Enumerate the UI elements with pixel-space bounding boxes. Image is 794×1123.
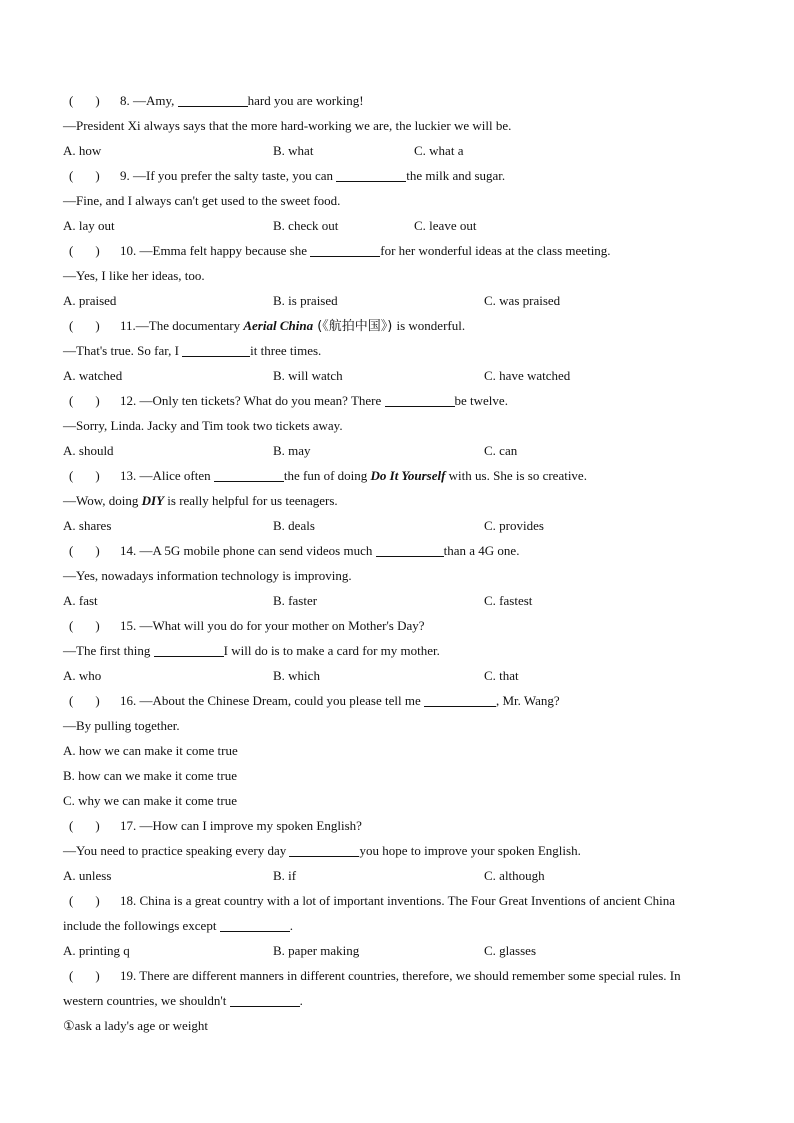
question-number: 8. bbox=[120, 93, 130, 108]
option-a[interactable]: A. lay out bbox=[63, 218, 115, 233]
question-number: 11. bbox=[120, 318, 136, 333]
option-c[interactable]: C. have watched bbox=[484, 368, 571, 383]
question-12-options bbox=[63, 438, 743, 463]
question-15-options bbox=[63, 663, 743, 688]
answer-paren[interactable]: ( ) bbox=[69, 393, 100, 408]
exam-page bbox=[63, 88, 743, 1038]
option-b[interactable]: B. which bbox=[273, 668, 320, 683]
question-18-stem: ( ) 18. China is a great country with a lot of important inventions. The Four Great Inventions of ancient China bbox=[63, 888, 743, 913]
question-13-stem: ( ) 13. —Alice often the fun of doing Do It Yourself with us. She is so creative. bbox=[63, 463, 743, 488]
option-a[interactable]: A. printing q bbox=[63, 943, 130, 958]
answer-paren[interactable]: ( ) bbox=[69, 543, 100, 558]
option-a[interactable]: A. who bbox=[63, 668, 102, 683]
option-c[interactable]: C. provides bbox=[484, 518, 544, 533]
question-number: 19. bbox=[120, 968, 137, 983]
answer-paren[interactable]: ( ) bbox=[69, 468, 100, 483]
option-c[interactable]: C. fastest bbox=[484, 593, 533, 608]
option-a[interactable]: A. should bbox=[63, 443, 114, 458]
question-12-reply: —Sorry, Linda. Jacky and Tim took two tickets away. bbox=[63, 418, 343, 433]
question-13-options bbox=[63, 513, 743, 538]
answer-blank[interactable] bbox=[376, 542, 444, 557]
question-12-stem: ( ) 12. —Only ten tickets? What do you mean? There be twelve. bbox=[63, 388, 743, 413]
question-9-options bbox=[63, 213, 743, 238]
question-11-reply: —That's true. So far, I it three times. bbox=[63, 343, 322, 358]
diy-phrase: Do It Yourself bbox=[370, 468, 446, 483]
answer-blank[interactable] bbox=[310, 242, 380, 257]
answer-paren[interactable]: ( ) bbox=[69, 618, 100, 633]
question-15-reply: —The first thing I will do is to make a card for my mother. bbox=[63, 643, 440, 658]
answer-blank[interactable] bbox=[289, 842, 359, 857]
question-8-stem: ( ) 8. —Amy, hard you are working! bbox=[63, 88, 743, 113]
option-b[interactable]: B. faster bbox=[273, 593, 318, 608]
question-8-options bbox=[63, 138, 743, 163]
option-c[interactable]: C. why we can make it come true bbox=[63, 793, 237, 808]
chinese-title: (《航拍中国》) bbox=[313, 319, 397, 334]
option-c[interactable]: C. what a bbox=[414, 143, 464, 158]
option-b[interactable]: B. if bbox=[273, 868, 297, 883]
question-11-stem: ( ) 11.—The documentary Aerial China (《航拍中国》) is wonderful. bbox=[63, 313, 743, 338]
option-b[interactable]: B. check out bbox=[273, 218, 339, 233]
answer-blank[interactable] bbox=[214, 467, 284, 482]
question-number: 14. bbox=[120, 543, 137, 558]
question-9-reply: —Fine, and I always can't get used to the sweet food. bbox=[63, 193, 341, 208]
answer-blank[interactable] bbox=[336, 167, 406, 182]
question-19-reply: western countries, we shouldn't . bbox=[63, 993, 303, 1008]
question-number: 9. bbox=[120, 168, 130, 183]
question-number: 17. bbox=[120, 818, 137, 833]
option-c[interactable]: C. glasses bbox=[484, 943, 536, 958]
option-b[interactable]: B. deals bbox=[273, 518, 315, 533]
answer-paren[interactable]: ( ) bbox=[69, 968, 100, 983]
question-14-options bbox=[63, 588, 743, 613]
question-13-reply: —Wow, doing DIY is really helpful for us teenagers. bbox=[63, 493, 338, 508]
option-a[interactable]: A. how we can make it come true bbox=[63, 743, 238, 758]
answer-paren[interactable]: ( ) bbox=[69, 243, 100, 258]
answer-paren[interactable]: ( ) bbox=[69, 168, 100, 183]
option-a[interactable]: A. fast bbox=[63, 593, 98, 608]
option-b[interactable]: B. how can we make it come true bbox=[63, 768, 237, 783]
question-number: 15. bbox=[120, 618, 137, 633]
question-10-stem: ( ) 10. —Emma felt happy because she for her wonderful ideas at the class meeting. bbox=[63, 238, 743, 263]
option-a[interactable]: A. watched bbox=[63, 368, 123, 383]
answer-blank[interactable] bbox=[178, 92, 248, 107]
question-19-stem: ( ) 19. There are different manners in different countries, therefore, we should remember some special rules. In bbox=[63, 963, 743, 988]
answer-paren[interactable]: ( ) bbox=[69, 93, 100, 108]
answer-paren[interactable]: ( ) bbox=[69, 893, 100, 908]
question-number: 18. bbox=[120, 893, 137, 908]
option-a[interactable]: A. praised bbox=[63, 293, 117, 308]
question-16-stem: ( ) 16. —About the Chinese Dream, could you please tell me , Mr. Wang? bbox=[63, 688, 743, 713]
answer-blank[interactable] bbox=[385, 392, 455, 407]
question-number: 12. bbox=[120, 393, 137, 408]
question-number: 13. bbox=[120, 468, 137, 483]
option-b[interactable]: B. paper making bbox=[273, 943, 360, 958]
answer-blank[interactable] bbox=[230, 992, 300, 1007]
option-b[interactable]: B. is praised bbox=[273, 293, 338, 308]
answer-paren[interactable]: ( ) bbox=[69, 818, 100, 833]
option-a[interactable]: A. unless bbox=[63, 868, 112, 883]
option-a[interactable]: A. how bbox=[63, 143, 102, 158]
option-c[interactable]: C. can bbox=[484, 443, 518, 458]
answer-blank[interactable] bbox=[220, 917, 290, 932]
option-b[interactable]: B. will watch bbox=[273, 368, 343, 383]
question-16-reply: —By pulling together. bbox=[63, 718, 180, 733]
question-19-item-1: ①ask a lady's age or weight bbox=[63, 1018, 209, 1033]
question-8-reply: —President Xi always says that the more hard-working we are, the luckier we will be. bbox=[63, 118, 512, 133]
question-17-reply: —You need to practice speaking every day you hope to improve your spoken English. bbox=[63, 843, 581, 858]
option-b[interactable]: B. may bbox=[273, 443, 311, 458]
question-number: 10. bbox=[120, 243, 137, 258]
question-18-options bbox=[63, 938, 743, 963]
question-14-stem: ( ) 14. —A 5G mobile phone can send videos much than a 4G one. bbox=[63, 538, 743, 563]
answer-blank[interactable] bbox=[154, 642, 224, 657]
question-number: 16. bbox=[120, 693, 137, 708]
question-15-stem: ( ) 15. —What will you do for your mother on Mother's Day? bbox=[63, 613, 743, 638]
option-c[interactable]: C. leave out bbox=[414, 218, 477, 233]
question-10-reply: —Yes, I like her ideas, too. bbox=[63, 268, 205, 283]
answer-paren[interactable]: ( ) bbox=[69, 693, 100, 708]
option-c[interactable]: C. although bbox=[484, 868, 545, 883]
option-c[interactable]: C. was praised bbox=[484, 293, 561, 308]
answer-blank[interactable] bbox=[424, 692, 496, 707]
question-18-reply: include the followings except . bbox=[63, 918, 293, 933]
documentary-title: Aerial China bbox=[243, 318, 314, 333]
question-11-options bbox=[63, 363, 743, 388]
question-14-reply: —Yes, nowadays information technology is improving. bbox=[63, 568, 352, 583]
question-9-stem: ( ) 9. —If you prefer the salty taste, you can the milk and sugar. bbox=[63, 163, 743, 188]
diy-abbrev: DIY bbox=[141, 493, 165, 508]
question-10-options bbox=[63, 288, 743, 313]
question-17-stem: ( ) 17. —How can I improve my spoken English? bbox=[63, 813, 743, 838]
question-17-options bbox=[63, 863, 743, 888]
answer-paren[interactable]: ( ) bbox=[69, 318, 100, 333]
option-c[interactable]: C. that bbox=[484, 668, 519, 683]
answer-blank[interactable] bbox=[182, 342, 250, 357]
option-b[interactable]: B. what bbox=[273, 143, 314, 158]
option-a[interactable]: A. shares bbox=[63, 518, 112, 533]
